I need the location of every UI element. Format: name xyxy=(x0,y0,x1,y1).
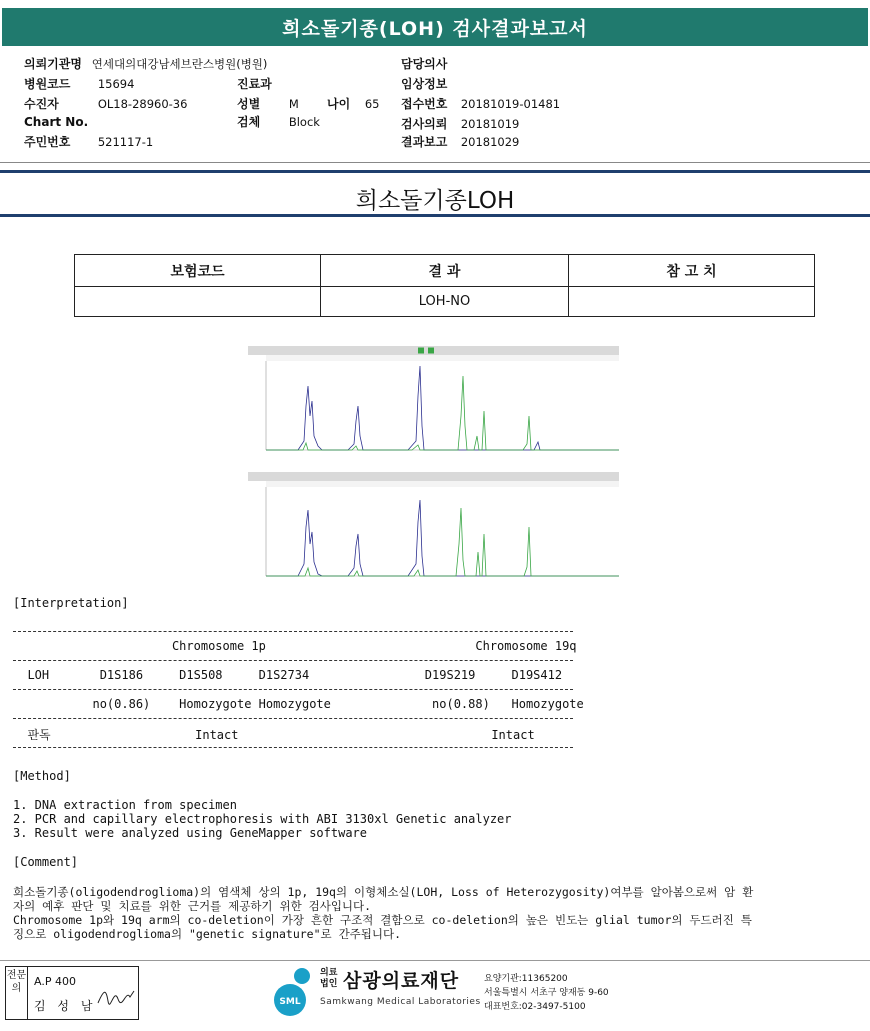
address-line: 요양기관:11365200 xyxy=(484,974,568,984)
report-main-title: 희소돌기종(LOH) 검사결과보고서 xyxy=(282,17,588,40)
marker-row: LOH D1S186 D1S508 D1S2734 D19S219 D19S412 xyxy=(13,668,563,682)
comment-line: 자의 예후 판단 및 치료를 위한 근거를 제공하기 위한 검사입니다. xyxy=(13,899,372,913)
specimen-value: Block xyxy=(288,115,320,129)
method-item: 3. Result were analyzed using GeneMapper software xyxy=(13,826,368,840)
cell-result: LOH-NO xyxy=(321,287,569,317)
judgement-row: 판독 Intact Intact xyxy=(13,728,535,742)
logo-english: Samkwang Medical Laboratories xyxy=(320,997,481,1007)
sex-row xyxy=(237,95,299,112)
dash-rule-5 xyxy=(13,747,573,748)
method-item: 2. PCR and capillary electrophoresis with ABI 3130xl Genetic analyzer xyxy=(13,812,512,826)
divider-line xyxy=(0,162,870,163)
specimen-label: 검체 xyxy=(237,115,261,129)
sex-value: M xyxy=(288,97,299,111)
comment-line: 희소돌기종(oligodendroglioma)의 염색체 상의 1p, 19q의 이형체소실(LOH, Loss of Heterozygosity)여부를 알아봄으로써 암 환 xyxy=(13,885,754,899)
dash-rule-2 xyxy=(13,660,573,661)
stamp-side-label: 전문의 xyxy=(6,967,28,1019)
request-value: 20181019 xyxy=(460,117,520,131)
comment-line: 징으로 oligodendroglioma의 "genetic signature"로 간주됩니다. xyxy=(13,927,402,941)
method-heading: [Method] xyxy=(13,769,71,783)
recipient-label: 수진자 xyxy=(24,97,59,111)
department-row xyxy=(237,75,276,92)
footer-divider xyxy=(0,960,870,961)
receipt-label: 접수번호 xyxy=(401,97,448,111)
sml-logo-icon xyxy=(270,966,318,1018)
sex-label: 성별 xyxy=(237,97,261,111)
specimen-row xyxy=(237,113,320,130)
report-date-row xyxy=(401,133,519,150)
cell-reference xyxy=(569,287,815,317)
signature-stamp xyxy=(5,966,139,1020)
hospital-code-label: 병원코드 xyxy=(24,77,71,91)
electropherogram-normal xyxy=(248,346,619,452)
result-table-header xyxy=(75,255,815,287)
hospital-code-value: 15694 xyxy=(97,77,135,91)
address-line: 서울특별시 서초구 양재동 9-60 xyxy=(484,988,609,998)
receipt-value: 20181019-01481 xyxy=(460,97,561,111)
resident-value: 521117-1 xyxy=(97,135,154,149)
result-table xyxy=(74,254,815,317)
address-line: 대표번호:02-3497-5100 xyxy=(484,1002,586,1012)
report-title-bar xyxy=(2,8,868,46)
stamp-code: A.P 400 xyxy=(34,975,76,988)
handwritten-signature xyxy=(96,985,136,1009)
logo-small-line: 법인 xyxy=(320,979,338,989)
resident-label: 주민번호 xyxy=(24,135,71,149)
section-title: 희소돌기종LOH xyxy=(355,188,515,214)
logo-badge-text: SML xyxy=(279,997,301,1007)
chart-row xyxy=(24,115,98,129)
age-value: 65 xyxy=(364,97,380,111)
value-row: no(0.86) Homozygote Homozygote no(0.88) Homozygote xyxy=(13,697,584,711)
institution-row xyxy=(24,55,267,72)
receipt-row xyxy=(401,95,560,112)
header-insurance-code: 보험코드 xyxy=(75,255,321,287)
clinical-row xyxy=(401,75,451,92)
cell-insurance-code xyxy=(75,287,321,317)
report-date-value: 20181029 xyxy=(460,135,520,149)
header-reference: 참 고 치 xyxy=(569,255,815,287)
institution-value: 연세대의대강남세브란스병원(병원) xyxy=(91,57,268,71)
hospital-code-row xyxy=(24,75,134,92)
logo-small-line: 의료 xyxy=(320,968,338,978)
recipient-row xyxy=(24,95,187,112)
department-label: 진료과 xyxy=(237,77,272,91)
dash-rule-3 xyxy=(13,689,573,690)
navy-divider xyxy=(0,170,870,173)
method-item: 1. DNA extraction from specimen xyxy=(13,798,237,812)
institution-label: 의뢰기관명 xyxy=(24,57,82,71)
logo-small-text xyxy=(320,968,337,990)
interpretation-heading: [Interpretation] xyxy=(13,596,129,610)
navy-divider-2 xyxy=(0,214,870,217)
age-row xyxy=(327,95,379,112)
request-label: 검사의뢰 xyxy=(401,117,448,131)
result-table-row xyxy=(75,287,815,317)
chromosome-header-row: Chromosome 1p Chromosome 19q xyxy=(13,639,577,653)
logo-name: 삼광의료재단 xyxy=(343,970,460,992)
age-label: 나이 xyxy=(327,97,351,111)
chart-label: Chart No. xyxy=(24,115,89,129)
electropherogram-tumor xyxy=(248,472,619,578)
resident-row xyxy=(24,133,153,150)
clinical-label: 임상정보 xyxy=(401,77,448,91)
dash-rule-4 xyxy=(13,718,573,719)
doctor-label: 담당의사 xyxy=(401,57,448,71)
dash-rule-1 xyxy=(13,631,573,632)
recipient-value: OL18-28960-36 xyxy=(97,97,188,111)
comment-heading: [Comment] xyxy=(13,855,79,869)
header-result: 결 과 xyxy=(321,255,569,287)
stamp-name: 김 성 남 xyxy=(34,999,97,1013)
report-date-label: 결과보고 xyxy=(401,135,448,149)
request-row xyxy=(401,115,519,132)
comment-line: Chromosome 1p와 19q arm의 co-deletion이 가장 흔한 구조적 결함으로 co-deletion의 높은 빈도는 glial tumor의 두드러진 특 xyxy=(13,913,752,927)
doctor-row xyxy=(401,55,451,72)
